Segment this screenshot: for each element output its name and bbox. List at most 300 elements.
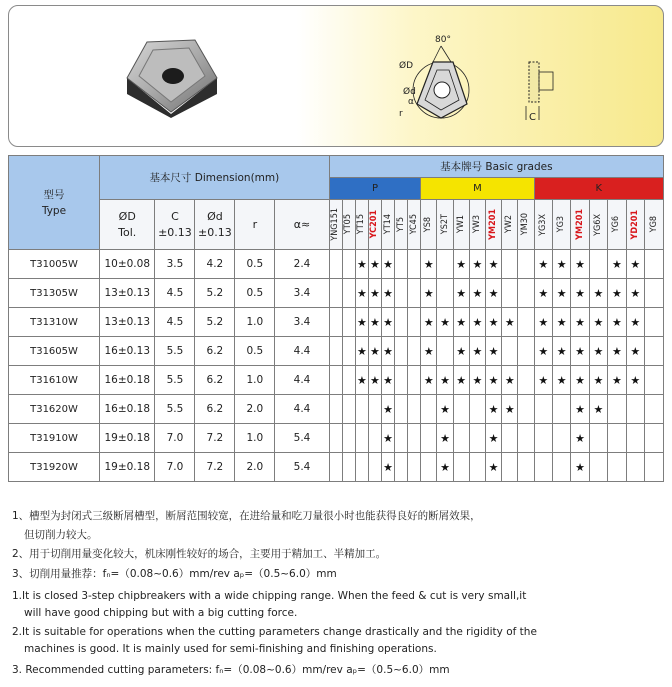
grade-header-label: YC201 — [369, 210, 380, 239]
star-mark: ★ — [626, 308, 644, 337]
star-mark: ★ — [469, 337, 485, 366]
table-row — [9, 308, 664, 337]
empty-grade-cell — [626, 453, 644, 482]
d-small-cell: 6.2 — [195, 337, 235, 366]
empty-grade-cell — [342, 337, 355, 366]
type-header — [9, 156, 100, 250]
star-mark: ★ — [382, 337, 395, 366]
empty-grade-cell — [395, 279, 408, 308]
empty-grade-cell — [645, 366, 664, 395]
empty-grade-cell — [421, 395, 437, 424]
grade-header-label: YW3 — [471, 215, 482, 234]
star-mark: ★ — [469, 279, 485, 308]
star-mark: ★ — [486, 453, 502, 482]
star-mark: ★ — [469, 366, 485, 395]
table-row — [9, 453, 664, 482]
r-cell: 2.0 — [235, 453, 275, 482]
r-cell: 0.5 — [235, 337, 275, 366]
star-mark: ★ — [589, 308, 607, 337]
table-row — [9, 279, 664, 308]
empty-grade-cell — [469, 453, 485, 482]
empty-grade-cell — [395, 366, 408, 395]
empty-grade-cell — [589, 250, 607, 279]
col-r-header: r — [235, 200, 275, 250]
star-mark: ★ — [552, 250, 570, 279]
empty-grade-cell — [395, 337, 408, 366]
empty-grade-cell — [453, 453, 469, 482]
col-c-label: C — [171, 209, 179, 223]
grade-header-label: YS2T — [439, 214, 450, 235]
empty-grade-cell — [342, 279, 355, 308]
star-mark: ★ — [571, 337, 589, 366]
table-body — [9, 250, 664, 482]
empty-grade-cell — [355, 424, 368, 453]
empty-grade-cell — [437, 279, 453, 308]
star-mark: ★ — [589, 366, 607, 395]
side-view-drawing — [521, 58, 561, 124]
r-cell: 0.5 — [235, 250, 275, 279]
d-small-cell: 4.2 — [195, 250, 235, 279]
grade-header-label: YG6X — [592, 213, 603, 236]
d-tol-cell: 16±0.18 — [100, 366, 155, 395]
empty-grade-cell — [329, 395, 342, 424]
empty-grade-cell — [408, 366, 421, 395]
star-mark: ★ — [437, 308, 453, 337]
r-cell: 1.0 — [235, 424, 275, 453]
empty-grade-cell — [395, 250, 408, 279]
d-small-cell: 7.2 — [195, 453, 235, 482]
note-cn-2: 2、用于切削用量变化较大，机床刚性较好的场合，主要用于精加工、半精加工。 — [12, 548, 387, 560]
group-m-header: M — [421, 178, 534, 200]
star-mark: ★ — [421, 308, 437, 337]
empty-grade-cell — [645, 308, 664, 337]
empty-grade-cell — [502, 279, 518, 308]
note-cn-1b: 但切削力较大。 — [24, 529, 98, 541]
empty-grade-cell — [626, 424, 644, 453]
grade-header-label: YG3X — [537, 213, 548, 236]
alpha-cell: 4.4 — [275, 395, 329, 424]
empty-grade-cell — [395, 424, 408, 453]
type-header-en: Type — [41, 204, 67, 217]
empty-grade-cell — [534, 453, 552, 482]
c-cell: 5.5 — [155, 395, 195, 424]
star-mark: ★ — [534, 337, 552, 366]
star-mark: ★ — [355, 366, 368, 395]
star-mark: ★ — [486, 308, 502, 337]
empty-grade-cell — [342, 424, 355, 453]
empty-grade-cell — [329, 308, 342, 337]
alpha-cell: 5.4 — [275, 424, 329, 453]
grade-header-label: YD201 — [629, 209, 640, 240]
empty-grade-cell — [534, 395, 552, 424]
star-mark: ★ — [421, 250, 437, 279]
star-mark: ★ — [589, 279, 607, 308]
d-tol-cell: 16±0.13 — [100, 337, 155, 366]
empty-grade-cell — [408, 308, 421, 337]
r-cell: 1.0 — [235, 366, 275, 395]
star-mark: ★ — [608, 337, 626, 366]
d-label: ØD — [399, 61, 414, 71]
d-small-cell: 7.2 — [195, 424, 235, 453]
grade-header-m-ym30 — [518, 200, 534, 250]
c-cell: 4.5 — [155, 308, 195, 337]
grade-header-p-yt05 — [342, 200, 355, 250]
empty-grade-cell — [395, 453, 408, 482]
r-cell: 2.0 — [235, 395, 275, 424]
star-mark: ★ — [502, 308, 518, 337]
table-row — [9, 395, 664, 424]
grade-header-label: YT14 — [382, 214, 393, 235]
empty-grade-cell — [518, 308, 534, 337]
empty-grade-cell — [355, 453, 368, 482]
grade-header-p-yc45 — [408, 200, 421, 250]
empty-grade-cell — [421, 453, 437, 482]
star-mark: ★ — [571, 250, 589, 279]
alpha-cell: 4.4 — [275, 337, 329, 366]
grade-header-label: YW1 — [455, 215, 466, 234]
model-cell: T31610W — [9, 366, 100, 395]
star-mark: ★ — [534, 250, 552, 279]
star-mark: ★ — [571, 395, 589, 424]
c-label: C — [529, 112, 536, 123]
angle-label: 80° — [435, 35, 451, 45]
grade-header-label: YT05 — [343, 214, 354, 235]
grade-header-label: YC45 — [408, 214, 419, 235]
alpha-label: α — [408, 97, 414, 107]
empty-grade-cell — [518, 453, 534, 482]
grade-header-p-yt14 — [382, 200, 395, 250]
empty-grade-cell — [518, 337, 534, 366]
note-en-1b: will have good chipping but with a big cutting force. — [24, 607, 298, 619]
star-mark: ★ — [486, 424, 502, 453]
grade-header-p-yng151 — [329, 200, 342, 250]
star-mark: ★ — [421, 279, 437, 308]
empty-grade-cell — [518, 250, 534, 279]
group-p-header: P — [329, 178, 421, 200]
star-mark: ★ — [534, 308, 552, 337]
star-mark: ★ — [368, 250, 381, 279]
grade-header-label: YW2 — [504, 215, 515, 234]
empty-grade-cell — [408, 337, 421, 366]
empty-grade-cell — [626, 395, 644, 424]
empty-grade-cell — [552, 395, 570, 424]
empty-grade-cell — [645, 453, 664, 482]
empty-grade-cell — [518, 366, 534, 395]
star-mark: ★ — [368, 279, 381, 308]
star-mark: ★ — [552, 366, 570, 395]
star-mark: ★ — [382, 424, 395, 453]
star-mark: ★ — [355, 279, 368, 308]
empty-grade-cell — [368, 424, 381, 453]
empty-grade-cell — [608, 453, 626, 482]
note-cn-3: 3、切削用量推荐：fₙ=（0.08~0.6）mm/rev aₚ=（0.5~6.0）mm — [12, 568, 337, 580]
grade-header-k-yg6x — [589, 200, 607, 250]
c-cell: 5.5 — [155, 337, 195, 366]
star-mark: ★ — [382, 453, 395, 482]
star-mark: ★ — [571, 279, 589, 308]
dimension-header: 基本尺寸 Dimension(mm) — [100, 156, 330, 200]
star-mark: ★ — [469, 308, 485, 337]
star-mark: ★ — [589, 337, 607, 366]
star-mark: ★ — [486, 250, 502, 279]
empty-grade-cell — [469, 424, 485, 453]
d-tol-cell: 19±0.18 — [100, 424, 155, 453]
star-mark: ★ — [453, 250, 469, 279]
grade-header-p-yc201 — [368, 200, 381, 250]
c-cell: 4.5 — [155, 279, 195, 308]
star-mark: ★ — [486, 337, 502, 366]
star-mark: ★ — [608, 366, 626, 395]
d-small-cell: 5.2 — [195, 279, 235, 308]
col-d-header — [100, 200, 155, 250]
col-dsmall-label: Ød — [207, 209, 223, 223]
star-mark: ★ — [382, 395, 395, 424]
empty-grade-cell — [608, 395, 626, 424]
col-dsmall-sub: ±0.13 — [198, 225, 232, 239]
star-mark: ★ — [571, 424, 589, 453]
grade-header-label: YG6 — [611, 216, 622, 233]
col-alpha-header: α≈ — [275, 200, 329, 250]
empty-grade-cell — [355, 395, 368, 424]
star-mark: ★ — [382, 279, 395, 308]
d-tol-cell: 13±0.13 — [100, 279, 155, 308]
note-en-2: 2.It is suitable for operations when the cutting parameters change drastically and the rigidity of the — [12, 626, 537, 638]
grade-header-label: YNG151 — [330, 208, 341, 241]
empty-grade-cell — [453, 395, 469, 424]
model-cell: T31620W — [9, 395, 100, 424]
star-mark: ★ — [552, 337, 570, 366]
note-en-1: 1.It is closed 3-step chipbreakers with a wide chipping range. When the feed & cut is very small,it — [12, 590, 527, 602]
star-mark: ★ — [608, 308, 626, 337]
empty-grade-cell — [368, 395, 381, 424]
star-mark: ★ — [382, 308, 395, 337]
star-mark: ★ — [608, 279, 626, 308]
empty-grade-cell — [329, 250, 342, 279]
star-mark: ★ — [534, 366, 552, 395]
empty-grade-cell — [518, 395, 534, 424]
col-c-sub: ±0.13 — [158, 225, 192, 239]
col-dsmall-header — [195, 200, 235, 250]
star-mark: ★ — [437, 424, 453, 453]
empty-grade-cell — [329, 366, 342, 395]
star-mark: ★ — [437, 366, 453, 395]
grade-header-k-yd201 — [626, 200, 644, 250]
empty-grade-cell — [329, 337, 342, 366]
note-cn-1: 1、槽型为封闭式三级断屑槽型，断屑范围较宽，在进给量和吃刀量很小时也能获得良好的断屑效果， — [12, 510, 481, 522]
empty-grade-cell — [408, 453, 421, 482]
grade-header-k-yg6 — [608, 200, 626, 250]
r-label: r — [399, 109, 403, 119]
star-mark: ★ — [589, 395, 607, 424]
star-mark: ★ — [486, 279, 502, 308]
grade-header-label: YG3 — [556, 216, 567, 233]
empty-grade-cell — [342, 308, 355, 337]
star-mark: ★ — [368, 308, 381, 337]
star-mark: ★ — [382, 250, 395, 279]
star-mark: ★ — [421, 366, 437, 395]
star-mark: ★ — [571, 453, 589, 482]
empty-grade-cell — [645, 279, 664, 308]
star-mark: ★ — [469, 250, 485, 279]
alpha-cell: 2.4 — [275, 250, 329, 279]
grade-header-label: YM201 — [574, 209, 585, 240]
empty-grade-cell — [589, 424, 607, 453]
empty-grade-cell — [408, 250, 421, 279]
empty-grade-cell — [368, 453, 381, 482]
star-mark: ★ — [534, 279, 552, 308]
grade-header-m-yw1 — [453, 200, 469, 250]
star-mark: ★ — [502, 366, 518, 395]
star-mark: ★ — [368, 337, 381, 366]
star-mark: ★ — [368, 366, 381, 395]
grade-header-label: YM30 — [520, 213, 531, 236]
grade-header-p-yt5 — [395, 200, 408, 250]
product-illustration-panel — [8, 5, 664, 147]
empty-grade-cell — [342, 395, 355, 424]
d-small-label: Ød — [403, 87, 416, 97]
empty-grade-cell — [408, 395, 421, 424]
grade-header-m-ym201 — [486, 200, 502, 250]
empty-grade-cell — [589, 453, 607, 482]
d-tol-cell: 13±0.13 — [100, 308, 155, 337]
col-c-header — [155, 200, 195, 250]
star-mark: ★ — [608, 250, 626, 279]
empty-grade-cell — [408, 279, 421, 308]
model-cell: T31005W — [9, 250, 100, 279]
empty-grade-cell — [329, 424, 342, 453]
empty-grade-cell — [645, 424, 664, 453]
empty-grade-cell — [552, 453, 570, 482]
star-mark: ★ — [486, 366, 502, 395]
empty-grade-cell — [534, 424, 552, 453]
star-mark: ★ — [421, 337, 437, 366]
star-mark: ★ — [486, 395, 502, 424]
r-cell: 1.0 — [235, 308, 275, 337]
grade-header-m-ys2t — [437, 200, 453, 250]
c-cell: 7.0 — [155, 453, 195, 482]
empty-grade-cell — [552, 424, 570, 453]
d-small-cell: 5.2 — [195, 308, 235, 337]
empty-grade-cell — [408, 424, 421, 453]
empty-grade-cell — [645, 395, 664, 424]
star-mark: ★ — [355, 250, 368, 279]
empty-grade-cell — [502, 337, 518, 366]
star-mark: ★ — [437, 395, 453, 424]
grade-header-label: YT5 — [395, 216, 406, 233]
star-mark: ★ — [626, 337, 644, 366]
empty-grade-cell — [342, 250, 355, 279]
d-small-cell: 6.2 — [195, 395, 235, 424]
empty-grade-cell — [329, 453, 342, 482]
d-small-cell: 6.2 — [195, 366, 235, 395]
model-cell: T31305W — [9, 279, 100, 308]
grade-header-m-yw2 — [502, 200, 518, 250]
star-mark: ★ — [437, 453, 453, 482]
basic-grades-header: 基本牌号 Basic grades — [329, 156, 663, 178]
empty-grade-cell — [608, 424, 626, 453]
star-mark: ★ — [453, 279, 469, 308]
alpha-cell: 5.4 — [275, 453, 329, 482]
type-header-cn: 型号 — [43, 188, 65, 201]
star-mark: ★ — [552, 279, 570, 308]
note-en-3: 3. Recommended cutting parameters: fₙ=（0.08~0.6）mm/rev aₚ=（0.5~6.0）mm — [12, 664, 450, 676]
model-cell: T31910W — [9, 424, 100, 453]
star-mark: ★ — [355, 337, 368, 366]
star-mark: ★ — [552, 308, 570, 337]
star-mark: ★ — [626, 279, 644, 308]
c-cell: 3.5 — [155, 250, 195, 279]
r-cell: 0.5 — [235, 279, 275, 308]
dimension-drawing — [391, 32, 511, 128]
grade-header-k-yg8 — [645, 200, 664, 250]
empty-grade-cell — [437, 250, 453, 279]
star-mark: ★ — [453, 308, 469, 337]
empty-grade-cell — [453, 424, 469, 453]
insert-photo — [117, 34, 229, 118]
grade-header-k-ym201 — [571, 200, 589, 250]
empty-grade-cell — [502, 250, 518, 279]
table-row — [9, 337, 664, 366]
grade-header-label: YT15 — [356, 214, 367, 235]
col-d-sub: Tol. — [118, 225, 137, 239]
grade-header-k-yg3x — [534, 200, 552, 250]
empty-grade-cell — [395, 308, 408, 337]
model-cell: T31310W — [9, 308, 100, 337]
grade-header-label: YM201 — [488, 209, 499, 240]
empty-grade-cell — [518, 424, 534, 453]
empty-grade-cell — [342, 366, 355, 395]
empty-grade-cell — [395, 395, 408, 424]
empty-grade-cell — [421, 424, 437, 453]
table-row — [9, 366, 664, 395]
star-mark: ★ — [453, 337, 469, 366]
star-mark: ★ — [571, 366, 589, 395]
col-d-label: ØD — [118, 209, 136, 223]
d-tol-cell: 10±0.08 — [100, 250, 155, 279]
star-mark: ★ — [453, 366, 469, 395]
star-mark: ★ — [502, 395, 518, 424]
c-cell: 5.5 — [155, 366, 195, 395]
model-cell: T31605W — [9, 337, 100, 366]
alpha-cell: 3.4 — [275, 308, 329, 337]
empty-grade-cell — [645, 337, 664, 366]
d-tol-cell: 19±0.18 — [100, 453, 155, 482]
star-mark: ★ — [571, 308, 589, 337]
table-row — [9, 250, 664, 279]
star-mark: ★ — [355, 308, 368, 337]
model-cell: T31920W — [9, 453, 100, 482]
empty-grade-cell — [502, 424, 518, 453]
star-mark: ★ — [626, 366, 644, 395]
empty-grade-cell — [502, 453, 518, 482]
empty-grade-cell — [437, 337, 453, 366]
star-mark: ★ — [382, 366, 395, 395]
star-mark: ★ — [626, 250, 644, 279]
empty-grade-cell — [329, 279, 342, 308]
c-cell: 7.0 — [155, 424, 195, 453]
grade-header-k-yg3 — [552, 200, 570, 250]
table-row — [9, 424, 664, 453]
group-k-header: K — [534, 178, 663, 200]
alpha-cell: 4.4 — [275, 366, 329, 395]
d-tol-cell: 16±0.18 — [100, 395, 155, 424]
grade-header-label: YS8 — [423, 216, 434, 233]
empty-grade-cell — [469, 395, 485, 424]
alpha-cell: 3.4 — [275, 279, 329, 308]
grade-header-m-ys8 — [421, 200, 437, 250]
empty-grade-cell — [342, 453, 355, 482]
grade-header-label: YG8 — [648, 216, 659, 233]
